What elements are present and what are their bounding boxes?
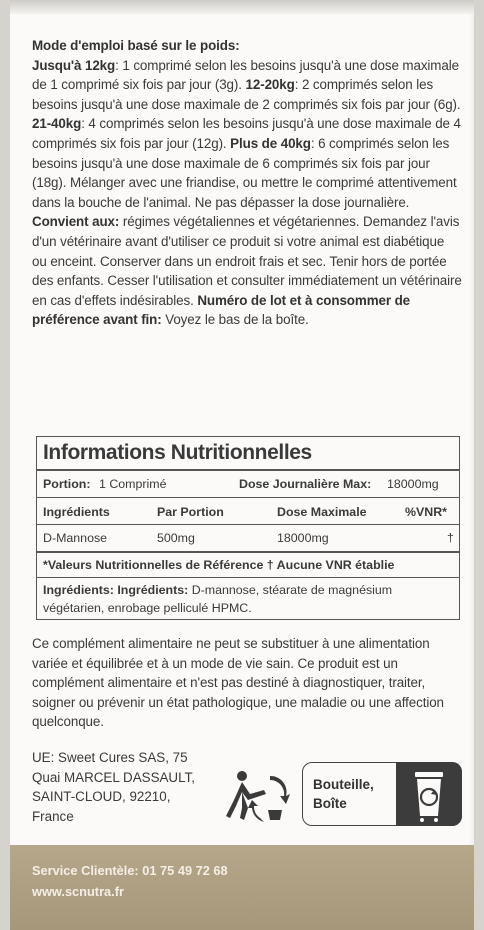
col-vnr: %VNR* — [405, 505, 447, 519]
website: www.scnutra.fr — [32, 884, 124, 899]
address-line: UE: Sweet Cures SAS, 75 — [32, 750, 188, 765]
weight-4-label: Plus de 40kg — [230, 135, 311, 151]
recycle-bin-icon — [396, 762, 462, 826]
recycling-label-line: Boîte — [313, 796, 347, 811]
row-max-dose: 18000mg — [277, 531, 329, 545]
recycling-label-line: Bouteille, — [313, 777, 374, 792]
recycling-badge — [302, 762, 462, 826]
weight-1-text: : 1 comprimé selon les besoins jusqu'à une dose maximale de 1 comprimé six fois par jour (3g). — [32, 57, 459, 93]
portion-label: Portion: — [43, 477, 91, 491]
recycling-label — [313, 775, 374, 813]
divider — [37, 577, 459, 578]
divider — [37, 469, 459, 471]
lot-text: Voyez le bas de la boîte. — [161, 312, 309, 328]
address-line: SAINT-CLOUD, 92210, — [32, 789, 171, 805]
suits-text: régimes végétaliennes et végétariennes. Demandez l'avis d'un vétérinaire avant d'utiliser ce produit si votre animal est diabétique ou enceint. Conserver dans un endroit frais et sec. Tenir hors de portée des enfants. Cesser l'utilisation et consulter immédiatement un vétérinaire en cas d'effets indésirables. — [32, 214, 462, 308]
footnote: *Valeurs Nutritionnelles de Référence † Aucune VNR établie — [43, 558, 395, 572]
max-dose-value: 18000mg — [387, 477, 439, 491]
weight-1-label: Jusqu'à 12kg — [32, 57, 116, 73]
col-per-portion: Par Portion — [157, 505, 224, 519]
max-dose-label: Dose Journalière Max: — [239, 477, 372, 491]
tidyman-recycle-icon — [220, 766, 290, 826]
weight-3-label: 21-40kg — [32, 116, 82, 132]
lot-label: Numéro de lot et à consommer de préférence avant fin: — [32, 292, 410, 328]
col-max-dose: Dose Maximale — [277, 505, 367, 519]
usage-text — [32, 36, 462, 330]
weight-3-text: : 4 comprimés selon les besoins jusqu'à une dose maximale de 4 comprimés six fois par jour (12g). — [32, 116, 461, 151]
divider — [37, 551, 459, 553]
ingredients-text — [43, 582, 453, 617]
weight-4-text: : 6 comprimés selon les besoins jusqu'à une dose maximale de 6 comprimés six fois par jour (18g). — [32, 135, 450, 191]
usage-heading: Mode d'emploi basé sur le poids: — [32, 38, 240, 53]
footer-band — [10, 845, 474, 930]
row-ingredient-name: D-Mannose — [43, 531, 108, 545]
divider — [37, 524, 459, 525]
service-phone: Service Clientèle: 01 75 49 72 68 — [32, 863, 228, 878]
company-address — [32, 748, 232, 826]
suits-label: Convient aux: — [32, 214, 120, 230]
ingredients-list: D-mannose, stéarate de magnésium végétarien, enrobage pelliculé HPMC. — [43, 583, 393, 615]
weight-2-label: 12-20kg — [245, 77, 295, 93]
col-ingredients: Ingrédients — [43, 505, 110, 519]
label-panel — [10, 0, 474, 930]
row-vnr: † — [447, 531, 454, 545]
nutrition-table — [36, 436, 460, 620]
top-edge — [10, 0, 474, 14]
address-line: Quai MARCEL DASSAULT, — [32, 769, 195, 785]
address-line: France — [32, 808, 74, 824]
disclaimer: Ce complément alimentaire ne peut se substituer à une alimentation variée et équilibrée et à un mode de vie sain. Ce produit est un complément alimentaire et n'est pas destiné à diagnostiquer, traiter, soigner ou prévenir un état pathologique, une maladie ou une affection quelconque. — [32, 636, 444, 730]
weight-2-text: : 2 comprimés selon les besoins jusqu'à une dose maximale de 2 comprimés six fois par jour (6g). — [32, 77, 461, 112]
nutrition-title: Informations Nutritionnelles — [43, 441, 312, 464]
row-per-portion: 500mg — [157, 531, 195, 545]
ingredients-label: Ingrédients: Ingrédients: — [43, 583, 189, 597]
mix-text: Mélanger avec une friandise, ou mettre le comprimé attentivement dans la bouche de l'animal. Ne pas dépasser la dose journalière. — [32, 175, 457, 210]
divider — [37, 497, 459, 498]
portion-value: 1 Comprimé — [99, 477, 167, 491]
